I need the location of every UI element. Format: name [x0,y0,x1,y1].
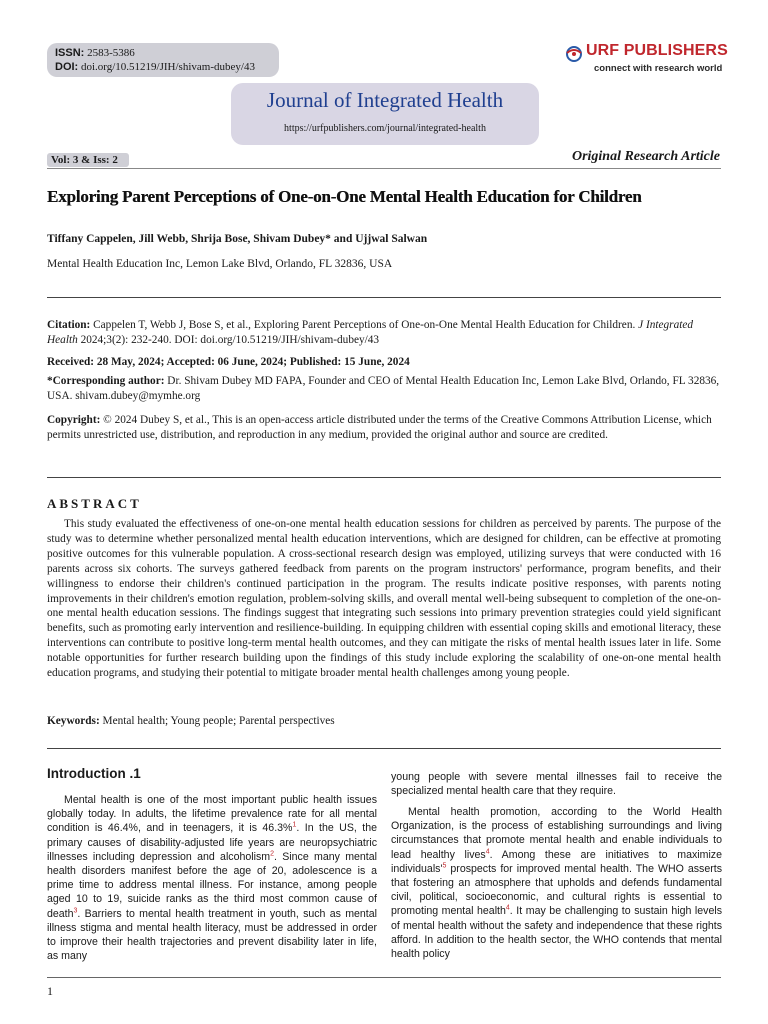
volume-issue: Vol: 3 & Iss: 2 [51,154,118,166]
publisher-name: URF PUBLISHERS [586,42,728,59]
publisher-globe-icon [564,44,584,64]
abstract-text: This study evaluated the effectiveness of one-on-one mental health education sessions for children as perceived by parents. The purpose of the study was to determine whether personalized mental health education interventions, which are designed for children, can be effective at promoting positive outcomes for this vulnerable population. A cross-sectional research design was employed, utilizing surveys that were conducted with 16 parents across six cohorts. The surveys gathered feedback from parents on the program instructors' performance, program benefits, and their willingness to endorse their children's continued participation in the program. The results indicate positive responses, with parents noting improvements in their children's emotion regulation, problem-solving skills, and overall mental well-being subsequent to completion of the one-on-one mental health education sessions. The findings suggest that integrating such sessions into primary prevention strategies could yield significant benefits, such as promoting early intervention and resilience-building. In equipping children with essential coping skills and emotional literacy, these interventions can contribute to positive long-term mental health outcomes, and they can mitigate the risks of mental health issues later in life. Some notable opportunities for further research building upon the findings of this study include exploring the scalability of one-on-one mental health education programs, and studying their potential to mitigate broader mental health challenges among young people. [47,518,721,680]
publication-dates: Received: 28 May, 2024; Accepted: 06 June, 2024; Published: 15 June, 2024 [47,356,410,368]
footer-divider [47,977,721,978]
publisher-tagline: connect with research world [594,63,723,74]
journal-url[interactable]: https://urfpublishers.com/journal/integrated-health [284,123,486,134]
keywords: Keywords: Mental health; Young people; Parental perspectives [47,715,335,727]
page-number: 1 [47,984,53,998]
header-divider [47,168,721,169]
copyright: Copyright: © 2024 Dubey S, et al., This is an open-access article distributed under the terms of the Creative Commons Attribution License, which permits unrestricted use, distribution, and reproduction in any medium, provided the original author and source are credited. [47,414,712,441]
section-heading-introduction: Introduction .1 [47,766,141,781]
reference-link[interactable]: 1 [292,821,297,829]
author-list: Tiffany Cappelen, Jill Webb, Shrija Bose, Shivam Dubey* and Ujjwal Salwan [47,233,428,245]
corresponding-author: *Corresponding author: Dr. Shivam Dubey MD FAPA, Founder and CEO of Mental Health Education Inc, Lemon Lake Blvd, Orlando, FL 32836, USA. shivam.dubey@mymhe.org [47,375,720,402]
citation: Citation: Cappelen T, Webb J, Bose S, et al., Exploring Parent Perceptions of One-on-One Mental Health Education for Children. J Integrated Health 2024;3(2): 232-240. DOI: doi.org/10.51219/JIH/shivam-dubey/43 [47,319,694,346]
doi-line: DOI: doi.org/10.51219/JIH/shivam-dubey/43 [55,61,255,73]
reference-link[interactable]: 2 [270,850,275,858]
intro-left-column: Mental health is one of the most important public health issues globally today. In adults, the lifetime prevalence rate for all mental condition is 46.4%, and in teenagers, it is 46.3%$^1$. In the US, the primary causes of disability-adjusted life years are neuropsychiatric illnesses including depression and alcoholism$^2$. Since many mental health disorders manifest before the age of 20, adolescence is a prime time to address mental illness. For instance, among people aged 10 to 19, suicide ranks as the third most common cause of death$^3$. Barriers to mental health treatment in youth, such as mental illness stigma and mental health literacy, must be addressed in order to improve their health trajectories and prevent disability later in life, as many [47,794,377,963]
intro-right-column-continued: young people with severe mental illnesses fail to receive the specialized mental health care that they require. [391,771,722,798]
divider [47,748,721,749]
reference-link[interactable]: 3 [73,907,78,915]
article-type: Original Research Article [571,149,720,164]
reference-link[interactable]: 5 [442,862,447,870]
paper-title: Exploring Parent Perceptions of One-on-One Mental Health Education for Children [47,187,642,206]
divider [47,297,721,298]
divider [47,477,721,478]
abstract-heading: ABSTRACT [47,496,142,511]
journal-title: Journal of Integrated Health [266,88,504,112]
reference-link[interactable]: 4 [505,904,510,912]
publisher-logo [564,42,734,78]
intro-right-column: Mental health promotion, according to the World Health Organization, is the process of establishing surroundings and living circumstances that promote mental health and enable individuals to lead healthy lives$^4$. Among these are initiatives to maximize individuals'$^5$ prospects for improved mental health. The WHO asserts that fostering an atmosphere that upholds and defends fundamental civil, political, socioeconomic, and cultural rights is essential to promoting mental health$^4$. It may be challenging to sustain high levels of mental health without the safety and independence that these rights afford. In addition to the health sector, the WHO contends that mental health policy [391,806,722,961]
affiliation: Mental Health Education Inc, Lemon Lake Blvd, Orlando, FL 32836, USA [47,258,393,270]
reference-link[interactable]: 4 [485,848,490,856]
issn-line: ISSN: 2583-5386 [55,47,135,59]
